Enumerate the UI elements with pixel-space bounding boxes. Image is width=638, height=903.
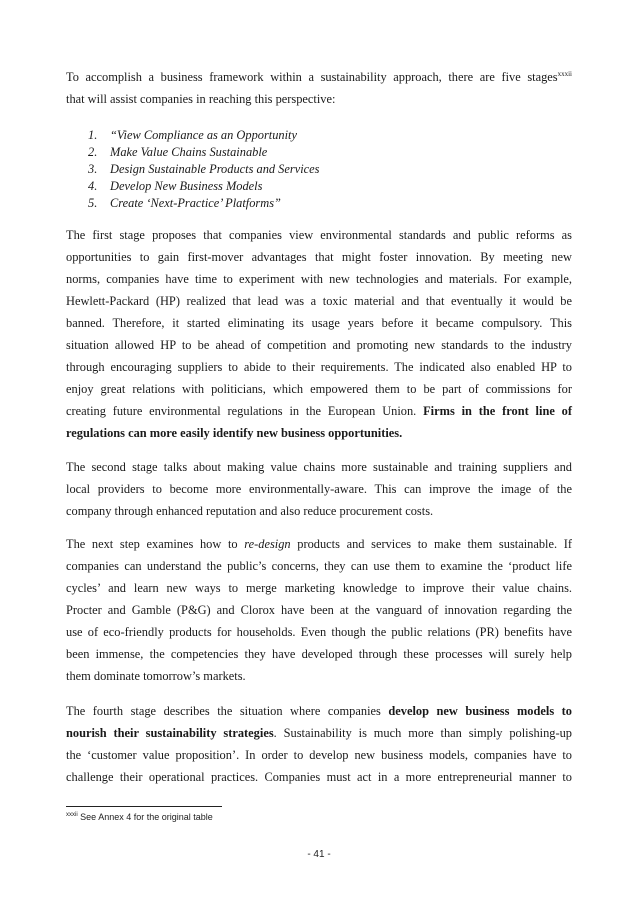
footnote-reference[interactable]: xxxii [557,69,572,78]
list-item [66,178,319,195]
text-line: them dominate tomorrow’s markets. [66,669,246,683]
list-item-text: Develop New Business Models [110,179,263,193]
text-line: Procter and Gamble (P&G) and Clorox have been at the vanguard of innovation regarding the [66,603,572,617]
text-line: been immense, the competencies they have developed through these processes will surely help [66,647,572,661]
list-item-text: “View Compliance as an Opportunity [110,128,297,142]
intro-line [66,66,572,88]
italic-text: re-design [244,537,291,551]
text-run: products and services to make them sustainable. If [290,537,572,551]
text-line: situation allowed HP to be ahead of competition and promoting new standards to the industry [66,338,572,352]
intro-paragraph [66,66,572,110]
text-run: The next step examines how to [66,537,245,551]
text-run: creating future environmental regulations in the European Union. [66,404,424,418]
text-line [66,722,572,744]
footnote-text: See Annex 4 for the original table [77,812,213,822]
footnote-marker: xxxii [66,812,78,818]
text-line: opportunities to gain first-mover advantages that might foster innovation. By meeting new [66,250,572,264]
paragraph-fourth-stage [66,700,572,788]
text-run: The fourth stage describes the situation where companies [66,704,389,718]
list-item-number: 4. [88,179,98,193]
text-line: use of eco-friendly products for households. Even though the public relations (PR) benefits have [66,625,572,639]
text-line: through encouraging suppliers to abide to their requirements. The indicated also enabled HP to [66,360,572,374]
text-line: challenge their operational practices. Companies must act in a more entrepreneurial manner to [66,770,572,784]
list-item-text: Make Value Chains Sustainable [110,145,268,159]
text-line: enjoy great relations with politicians, which empowered them to be part of commissions for [66,382,572,396]
list-item-number: 5. [88,196,98,210]
text-line: companies can understand the public’s concerns, they can use them to examine the ‘product life [66,559,572,573]
list-item-number: 2. [88,145,98,159]
text-line: cycles’ and learn new ways to merge marketing knowledge to improve their value chains. [66,581,572,595]
text-line: Hewlett-Packard (HP) realized that lead was a toxic material and that eventually it would be [66,294,572,308]
intro-line: that will assist companies in reaching this perspective: [66,92,336,106]
intro-line-text: To accomplish a business framework within a sustainability approach, there are five stages [66,70,558,84]
list-item-text: Create ‘Next-Practice’ Platforms” [110,196,281,210]
text-line: the ‘customer value proposition’. In order to develop new business models, companies have to [66,748,572,762]
list-item [66,195,319,212]
paragraph-first-stage [66,224,572,444]
text-line [66,422,572,444]
list-item-number: 1. [88,128,98,142]
list-item-number: 3. [88,162,98,176]
text-line: local providers to become more environmentally-aware. This can improve the image of the [66,482,572,496]
paragraph-third-stage [66,533,572,687]
emphasis-text: regulations can more easily identify new business opportunities. [66,426,403,440]
text-line: The second stage talks about making value chains more sustainable and training suppliers and [66,460,572,474]
text-line [66,700,572,722]
emphasis-text: nourish their sustainability strategies [66,726,274,740]
text-line [66,533,572,555]
footnote [66,812,213,822]
list-item [66,127,319,144]
page-number: - 41 - [307,849,331,860]
text-line: norms, companies have time to experiment with new technologies and materials. For example, [66,272,572,286]
text-line: banned. Therefore, it started eliminating its usage years before it became compulsory. This [66,316,572,330]
text-line [66,400,572,422]
text-line: company through enhanced reputation and also reduce procurement costs. [66,504,434,518]
list-item-text: Design Sustainable Products and Services [110,162,320,176]
footnote-divider [66,806,222,807]
stages-list [66,127,319,212]
paragraph-second-stage [66,456,572,522]
list-item [66,144,319,161]
emphasis-text: Firms in the front line of [423,404,572,418]
text-line: The first stage proposes that companies view environmental standards and public reforms as [66,228,572,242]
text-run: . Sustainability is much more than simply polishing-up [273,726,572,740]
list-item [66,161,319,178]
emphasis-text: develop new business models to [388,704,572,718]
